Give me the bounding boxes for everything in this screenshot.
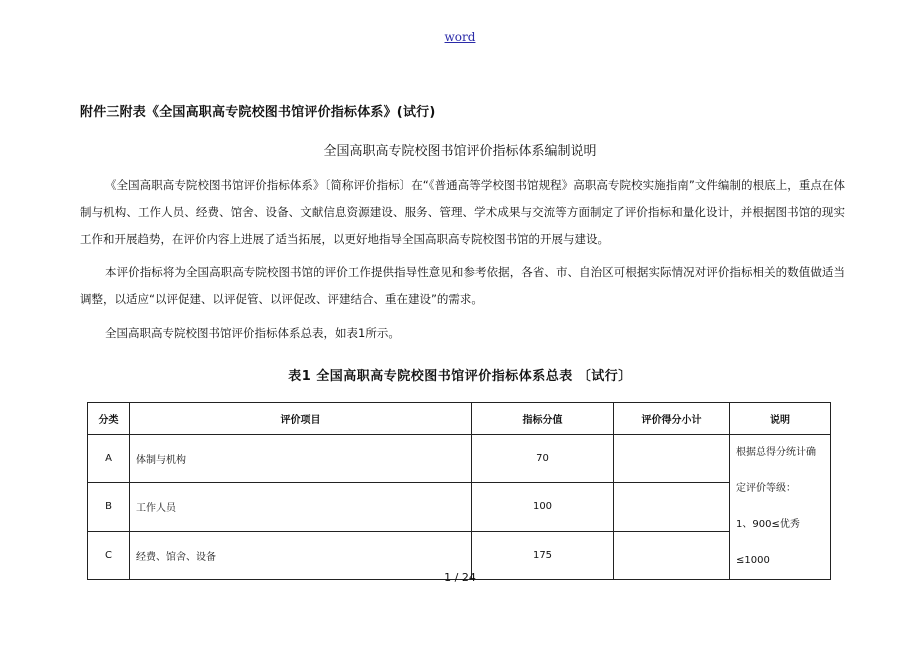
intro-paragraph-3: 全国高职高专院校图书馆评价指标体系总表，如表1所示。 bbox=[105, 326, 400, 340]
header-item: 评价项目 bbox=[130, 403, 472, 435]
cell-obtained bbox=[614, 483, 730, 531]
table-row bbox=[88, 435, 831, 483]
header-category: 分类 bbox=[88, 403, 130, 435]
cell-score: 100 bbox=[472, 483, 614, 531]
table-caption: 表1 全国高职高专院校图书馆评价指标体系总表 〔试行〕 bbox=[288, 369, 632, 384]
header-note: 说明 bbox=[730, 403, 831, 435]
cell-category: C bbox=[88, 531, 130, 579]
cell-category: A bbox=[88, 435, 130, 483]
page-number: 1 / 24 bbox=[444, 571, 476, 584]
intro-paragraph-2: 本评价指标将为全国高职高专院校图书馆的评价工作提供指导性意见和参考依据，各省、市、自治区可根据实际情况对评价指标相关的数值做适当调整，以适应“以评促建、以评促管、以评促改、评建结合、重在建设”的需求。 bbox=[80, 265, 845, 306]
table-row bbox=[88, 483, 831, 531]
header-obtained: 评价得分小计 bbox=[614, 403, 730, 435]
cell-item: 工作人员 bbox=[130, 483, 472, 531]
cell-category: B bbox=[88, 483, 130, 531]
cell-item: 体制与机构 bbox=[130, 435, 472, 483]
cell-note bbox=[730, 435, 831, 580]
cell-item: 经费、馆舍、设备 bbox=[130, 531, 472, 579]
attachment-title: 附件三附表《全国高职高专院校图书馆评价指标体系》(试行) bbox=[80, 105, 436, 120]
cell-score: 175 bbox=[472, 531, 614, 579]
header-score: 指标分值 bbox=[472, 403, 614, 435]
header-word-link[interactable]: word bbox=[444, 30, 476, 44]
cell-score: 70 bbox=[472, 435, 614, 483]
table-header-row bbox=[88, 403, 831, 435]
note-line-1: 根据总得分统计确定评价等级： bbox=[736, 447, 816, 494]
evaluation-summary-table bbox=[87, 402, 831, 580]
cell-obtained bbox=[614, 435, 730, 483]
document-subtitle: 全国高职高专院校图书馆评价指标体系编制说明 bbox=[323, 144, 597, 159]
intro-paragraph-1: 《全国高职高专院校图书馆评价指标体系》〔简称评价指标〕在“《普通高等学校图书馆规程》高职高专院校实施指南”文件编制的根底上，重点在体制与机构、工作人员、经费、馆舍、设备、文献信息资源建设、服务、管理、学术成果与交流等方面制定了评价指标和量化设计，并根据图书馆的现实工作和开展趋势，在评价内容上进展了适当拓展，以更好地指导全国高职高专院校图书馆的开展与建设。 bbox=[80, 178, 845, 246]
note-line-2: 1、900≤优秀≤1000 bbox=[736, 519, 800, 566]
